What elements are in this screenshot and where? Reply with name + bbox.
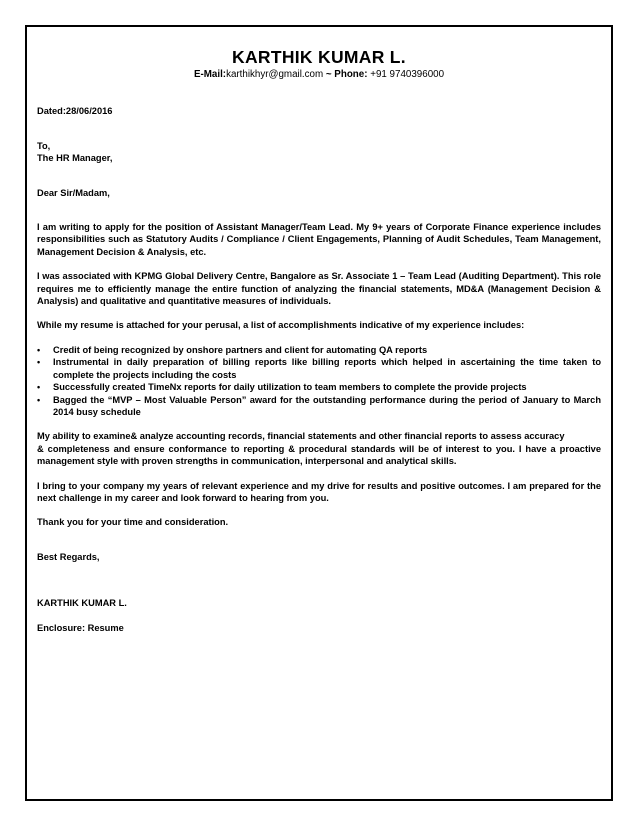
contact-separator: ~: [323, 69, 335, 80]
list-item: • Successfully created TimeNx reports for daily utilization to team members to complete the provide projects: [53, 381, 601, 393]
accomplishments-list: [37, 344, 601, 418]
to-line: To,: [37, 140, 51, 151]
experience-paragraph: [37, 270, 601, 307]
thanks-line: Thank you for your time and consideration.: [37, 517, 229, 528]
experience-highlight: KPMG Global Delivery Centre, Bangalore as Sr. Associate 1 – Team Lead (Auditing Department): [134, 271, 557, 282]
email-label: E-Mail:: [193, 69, 227, 80]
phone-label: Phone:: [334, 69, 368, 80]
enclosure-line: Enclosure: Resume: [37, 622, 124, 633]
skills-paragraph-rest: & completeness and ensure conformance to reporting & procedural standards will be of interest to you. I have a proactive management style with proven strengths in communication, interpersonal and analytical skills.: [37, 443, 601, 467]
signature-name: KARTHIK KUMAR L.: [37, 598, 127, 609]
list-item: • Bagged the “MVP – Most Valuable Person” award for the outstanding performance during the period of January to March 2014 busy schedule: [53, 394, 601, 419]
list-item: • Credit of being recognized by onshore partners and client for automating QA reports: [53, 344, 601, 356]
email-address[interactable]: karthikhyr@gmail.com: [226, 69, 324, 80]
skills-paragraph-line1: My ability to examine& analyze accounting records, financial statements and other financial reports to assess accuracy: [37, 431, 565, 442]
salutation: Dear Sir/Madam,: [37, 187, 110, 198]
closing-paragraph: I bring to your company my years of relevant experience and my drive for results and positive outcomes. I am prepared for the next challenge in my career and look forward to hearing from you.: [37, 480, 601, 503]
date-line: Dated:28/06/2016: [37, 106, 113, 117]
experience-suffix: . This role requires me to efficiently manage the entire function of analyzing the financial statements, MD&A (Management Decision & Analysis) and qualitative and quantitative measures of individuals.: [37, 271, 601, 307]
intro-paragraph: I am writing to apply for the position of Assistant Manager/Team Lead. My 9+ years of Corporate Finance experience includes responsibilities such as Statutory Audits / Compliance / Client Engagements, Planning of Audit Schedules, Team Management, Management Decision & Analysis, etc.: [37, 222, 601, 257]
contact-line: [37, 69, 601, 81]
applicant-name: KARTHIK KUMAR L.: [232, 47, 406, 67]
accomplishments-intro: While my resume is attached for your perusal, a list of accomplishments indicative of my experience includes:: [37, 320, 525, 331]
cover-letter: [37, 47, 601, 634]
recipient-line: The HR Manager,: [37, 153, 113, 164]
closing-line: Best Regards,: [37, 551, 100, 562]
list-item: • Instrumental in daily preparation of billing reports like billing reports which helped in ascertaining the time taken to complete the projects including the costs: [53, 356, 601, 381]
experience-prefix: I was associated with: [37, 271, 135, 282]
phone-number: +91 9740396000: [367, 69, 445, 80]
